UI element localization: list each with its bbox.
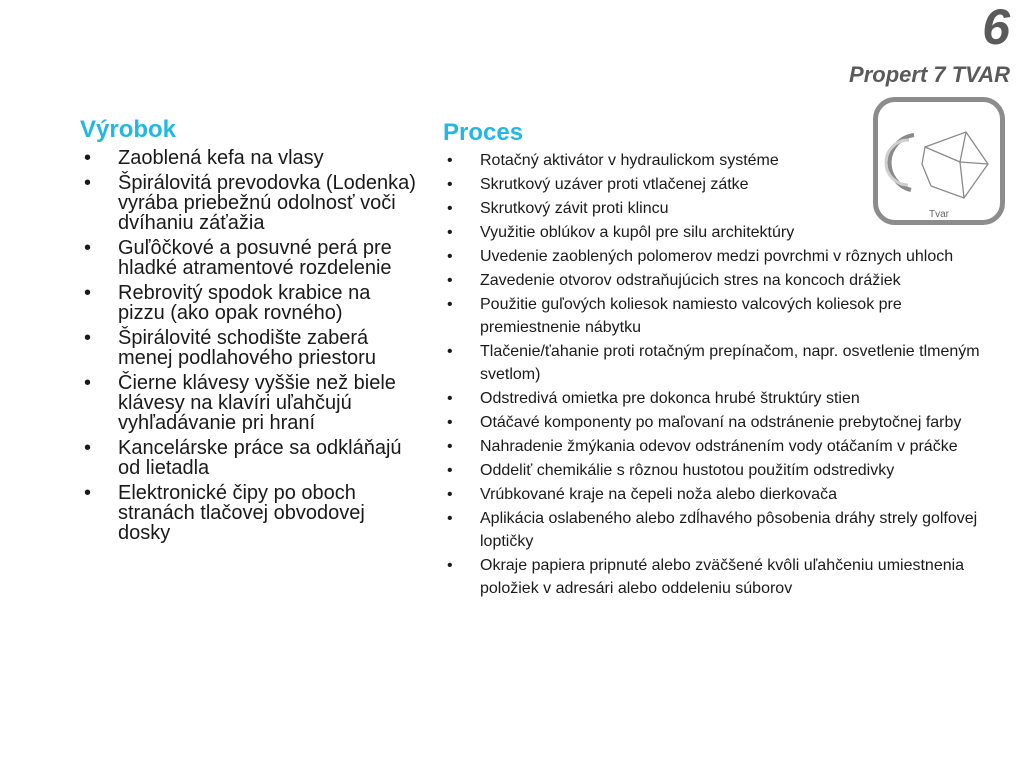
process-heading: Proces bbox=[443, 119, 524, 146]
list-item: • Skrutkový závit proti klincu bbox=[443, 197, 1003, 220]
process-list bbox=[443, 149, 1003, 600]
list-item: • Využitie oblúkov a kupôl pre silu architektúry bbox=[443, 221, 1003, 244]
process-column bbox=[443, 119, 1003, 601]
list-item: • Špirálovitá prevodovka (Lodenka) vyrába priebežnú odolnosť voči dvíhaniu záťažia bbox=[80, 173, 420, 233]
product-list bbox=[80, 148, 420, 543]
list-item: • Kancelárske práce sa odkláňajú od lietadla bbox=[80, 438, 420, 478]
list-item: • Špirálovité schodište zaberá menej podlahového priestoru bbox=[80, 328, 420, 368]
list-item: • Odstredivá omietka pre dokonca hrubé štruktúry stien bbox=[443, 387, 1003, 410]
product-column bbox=[80, 116, 420, 548]
list-item: • Okraje papiera pripnuté alebo zväčšené kvôli uľahčeniu umiestnenia položiek v adresári alebo oddeleniu súborov bbox=[443, 554, 1003, 600]
list-item: • Elektronické čipy po oboch stranách tlačovej obvodovej dosky bbox=[80, 483, 420, 543]
list-item: • Guľôčkové a posuvné perá pre hladké atramentové rozdelenie bbox=[80, 238, 420, 278]
slide-subtitle: Propert 7 TVAR bbox=[849, 62, 1010, 87]
slide-number: 6 bbox=[982, 0, 1010, 55]
list-item: • Skrutkový uzáver proti vtlačenej zátke bbox=[443, 173, 1003, 196]
list-item: • Použitie guľových koliesok namiesto valcových koliesok pre premiestnenie nábytku bbox=[443, 293, 1003, 339]
list-item: • Rotačný aktivátor v hydraulickom systéme bbox=[443, 149, 1003, 172]
list-item: • Tlačenie/ťahanie proti rotačným prepínačom, napr. osvetlenie tlmeným svetlom) bbox=[443, 340, 1003, 386]
logo-label: Tvar bbox=[929, 209, 949, 220]
list-item: • Otáčavé komponenty po maľovaní na odstránenie prebytočnej farby bbox=[443, 411, 1003, 434]
list-item: • Oddeliť chemikálie s rôznou hustotou použitím odstredivky bbox=[443, 459, 1003, 482]
list-item: • Vrúbkované kraje na čepeli noža alebo dierkovača bbox=[443, 483, 1003, 506]
list-item: • Rebrovitý spodok krabice na pizzu (ako opak rovného) bbox=[80, 283, 420, 323]
product-heading: Výrobok bbox=[80, 116, 177, 143]
list-item: • Zaoblená kefa na vlasy bbox=[80, 148, 420, 168]
list-item: • Uvedenie zaoblených polomerov medzi povrchmi v rôznych uhloch bbox=[443, 245, 1003, 268]
list-item: • Zavedenie otvorov odstraňujúcich stres na koncoch drážiek bbox=[443, 269, 1003, 292]
list-item: • Aplikácia oslabeného alebo zdĺhavého pôsobenia dráhy strely golfovej loptičky bbox=[443, 507, 1003, 553]
list-item: • Čierne klávesy vyššie než biele klávesy na klavíri uľahčujú vyhľadávanie pri hraní bbox=[80, 373, 420, 433]
list-item: • Nahradenie žmýkania odevov odstránením vody otáčaním v práčke bbox=[443, 435, 1003, 458]
